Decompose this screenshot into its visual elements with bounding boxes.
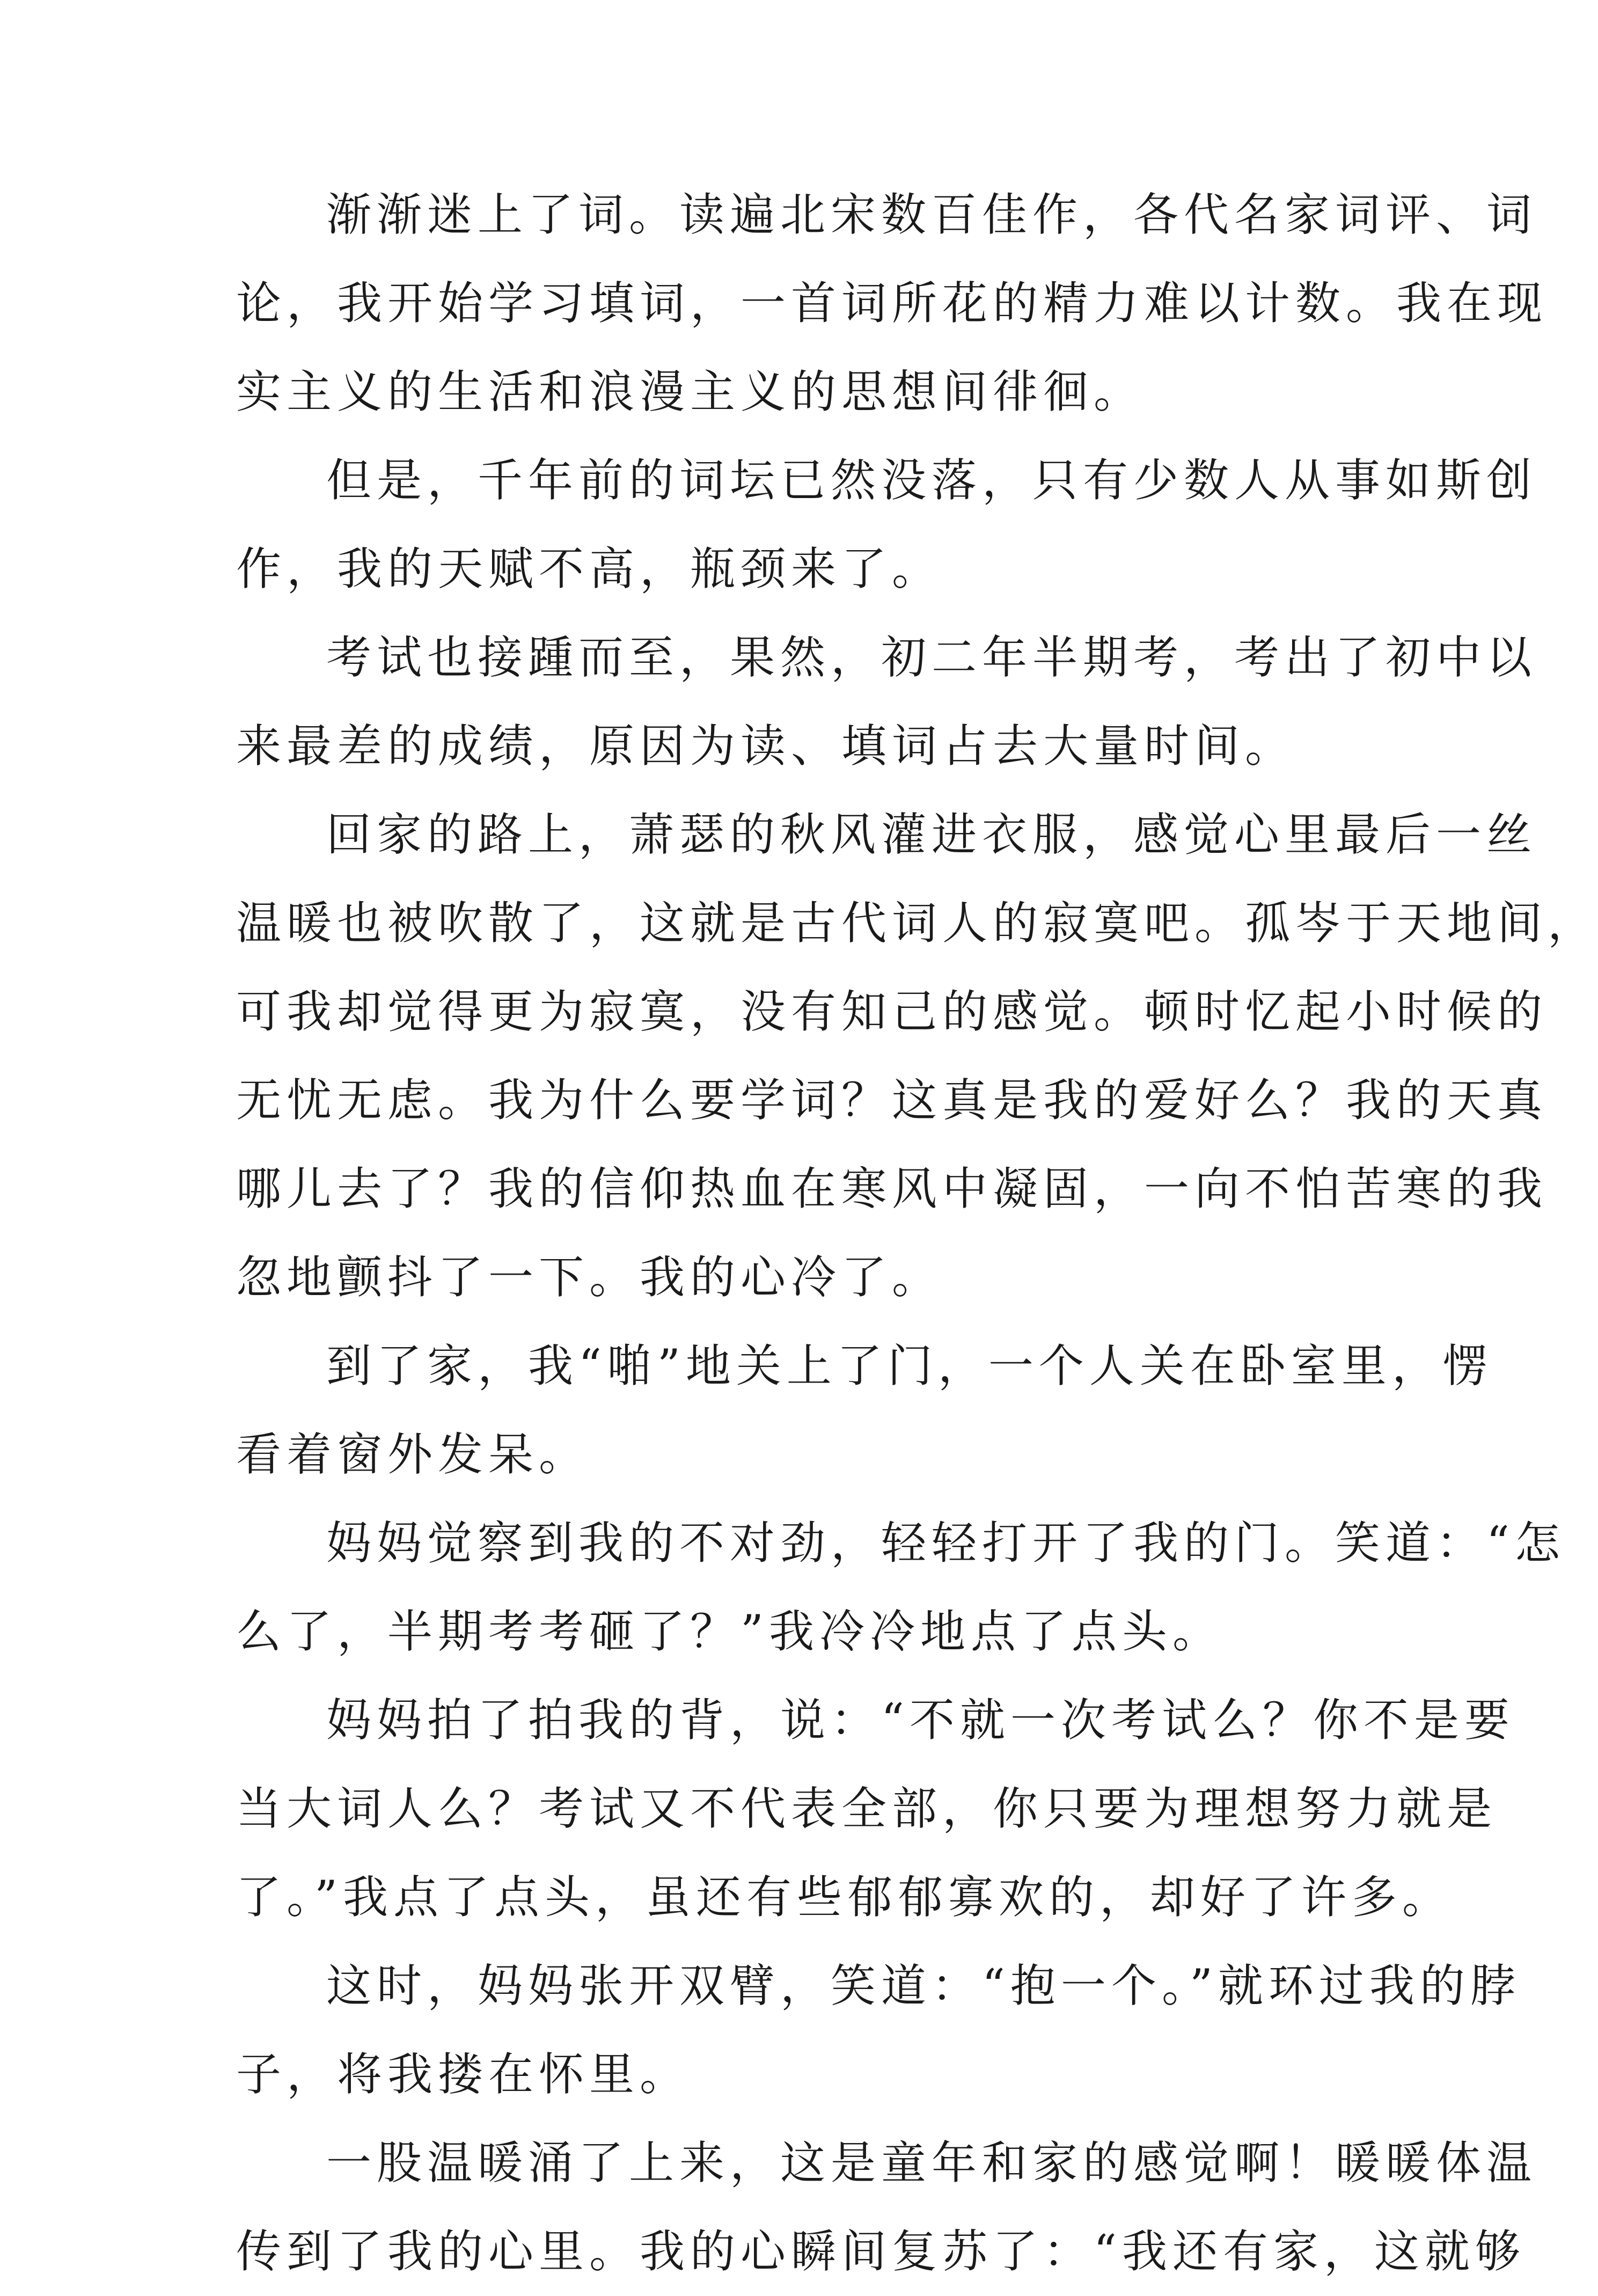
text-line: 可我却觉得更为寂寞，没有知己的感觉。顿时忆起小时候的 — [236, 985, 1548, 1038]
text-line: 这时，妈妈张开双臂，笑道：“抱一个。”就环过我的脖 — [326, 1959, 1521, 2012]
essay-body — [236, 171, 1598, 2296]
text-line: 看着窗外发呆。 — [236, 1428, 590, 1481]
text-line: 实主义的生活和浪漫主义的思想间徘徊。 — [236, 365, 1145, 418]
text-line: 妈妈觉察到我的不对劲，轻轻打开了我的门。笑道：“怎 — [326, 1517, 1565, 1569]
text-line: 么了，半期考考砸了？”我冷冷地点了点头。 — [236, 1605, 1223, 1658]
text-line: 忽地颤抖了一下。我的心冷了。 — [236, 1251, 943, 1304]
text-line: 温暖也被吹散了，这就是古代词人的寂寞吧。孤岑于天地间， — [236, 897, 1598, 949]
text-line: 无忧无虑。我为什么要学词？这真是我的爱好么？我的天真 — [236, 1074, 1548, 1127]
text-line: 考试也接踵而至，果然，初二年半期考，考出了初中以 — [326, 631, 1537, 684]
text-line: 论，我开始学习填词，一首词所花的精力难以计数。我在现 — [236, 277, 1548, 330]
text-line: 当大词人么？考试又不代表全部，你只要为理想努力就是 — [236, 1782, 1498, 1835]
text-line: 传到了我的心里。我的心瞬间复苏了：“我还有家，这就够 — [236, 2225, 1526, 2278]
text-line: 哪儿去了？我的信仰热血在寒风中凝固，一向不怕苦寒的我 — [236, 1162, 1548, 1215]
text-line: 到了家，我“啪”地关上了门，一个人关在卧室里，愣 — [326, 1340, 1493, 1392]
text-line: 渐渐迷上了词。读遍北宋数百佳作，各代名家词评、词 — [326, 188, 1537, 241]
text-line: 子，将我搂在怀里。 — [236, 2048, 691, 2101]
text-line: 作，我的天赋不高，瓶颈来了。 — [236, 543, 943, 595]
text-line: 一股温暖涌了上来，这是童年和家的感觉啊！暖暖体温 — [326, 2137, 1537, 2189]
text-line: 回家的路上，萧瑟的秋风灌进衣服，感觉心里最后一丝 — [326, 808, 1537, 861]
text-line: 妈妈拍了拍我的背，说：“不就一次考试么？你不是要 — [326, 1694, 1515, 1746]
text-line: 但是，千年前的词坛已然没落，只有少数人从事如斯创 — [326, 454, 1537, 507]
text-line: 来最差的成绩，原因为读、填词占去大量时间。 — [236, 720, 1296, 772]
text-line: 了。”我点了点头，虽还有些郁郁寡欢的，却好了许多。 — [236, 1871, 1453, 1924]
